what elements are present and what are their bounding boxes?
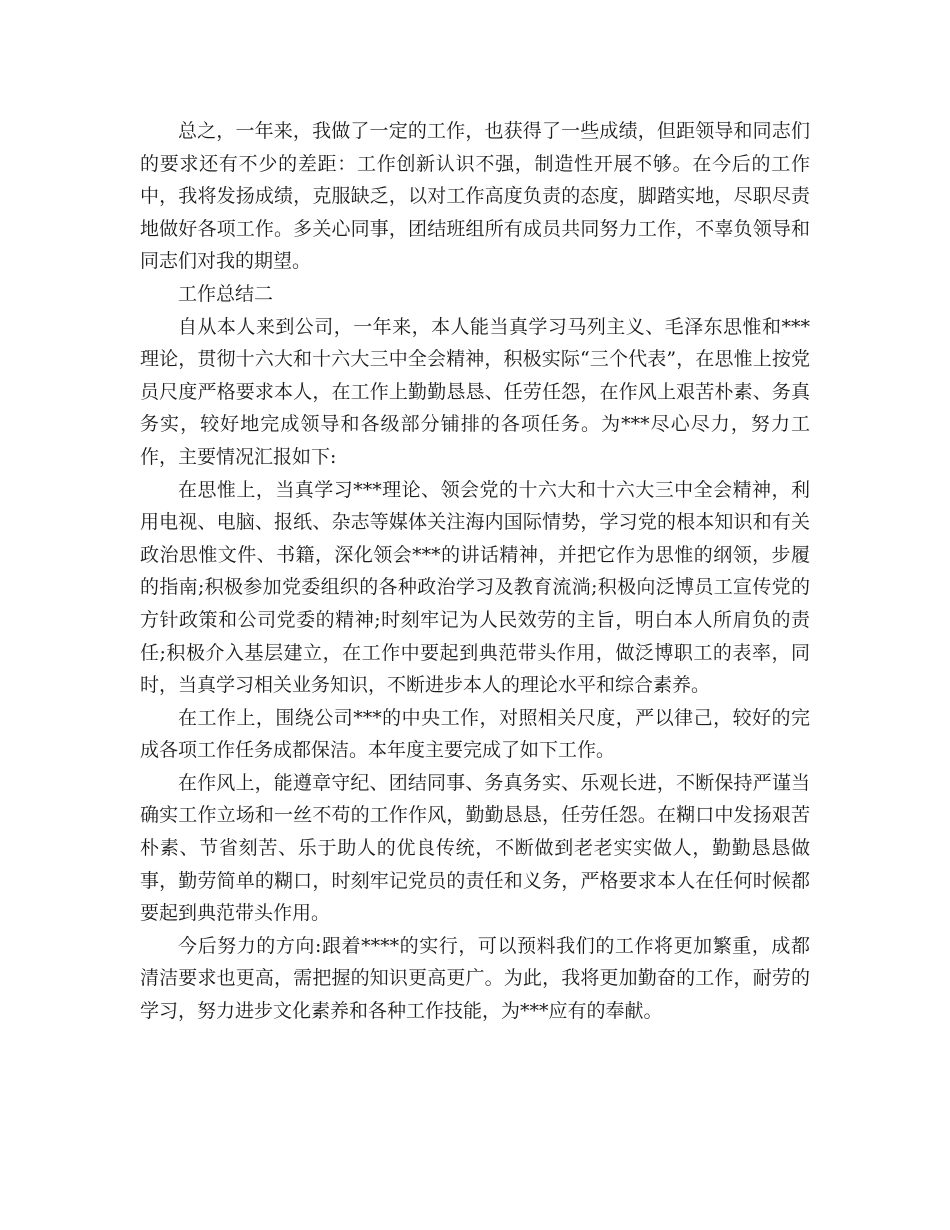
section-heading: 工作总结二 bbox=[178, 282, 274, 305]
paragraph-thought: 在思惟上，当真学习***理论、领会党的十六大和十六大三中全会精神，利用电视、电脑、报纸、杂志等媒体关注海内国际情势，学习党的根本知识和有关政治思惟文件、书籍，深化领会***的讲话精神，并把它作为思惟的纲领，步履的指南;积极参加党委组织的各种政治学习及教育流淌;积极向泛博员工宣传党的方针政策和公司党委的精神;时刻牢记为人民效劳的主旨，明白本人所肩负的责任;积极介入基层建立，在工作中要起到典范带头作用，做泛博职工的表率，同时，当真学习相关业务知识，不断进步本人的理论水平和综合素养。 bbox=[140, 478, 810, 697]
paragraph-work: 在工作上，围绕公司***的中央工作，对照相关尺度，严以律己，较好的完成各项工作任务成都保洁。本年度主要完成了如下工作。 bbox=[140, 706, 810, 762]
paragraph-intro: 自从本人来到公司，一年来，本人能当真学习马列主义、毛泽东思惟和***理论，贯彻十六大和十六大三中全会精神，积极实际“三个代表”，在思惟上按党员尺度严格要求本人，在工作上勤勤恳恳、任劳任怨，在作风上艰苦朴素、务真务实，较好地完成领导和各级部分铺排的各项任务。为***尽心尽力，努力工作，主要情况汇报如下: bbox=[140, 315, 810, 468]
paragraph-style: 在作风上，能遵章守纪、团结同事、务真务实、乐观长进，不断保持严谨当确实工作立场和一丝不苟的工作作风，勤勤恳恳，任劳任怨。在糊口中发扬艰苦朴素、节省刻苦、乐于助人的优良传统，不断做到老老实实做人，勤勤恳恳做事，勤劳简单的糊口，时刻牢记党员的责任和义务，严格要求本人在任何时候都要起到典范带头作用。 bbox=[140, 771, 810, 925]
paragraph-future: 今后努力的方向:跟着****的实行，可以预料我们的工作将更加繁重，成都清洁要求也更高，需把握的知识更高更广。为此，我将更加勤奋的工作，耐劳的学习，努力进步文化素养和各种工作技能，为***应有的奉献。 bbox=[140, 934, 810, 1023]
paragraph-summary: 总之，一年来，我做了一定的工作，也获得了一些成绩，但距领导和同志们的要求还有不少的差距：工作创新认识不强，制造性开展不够。在今后的工作中，我将发扬成绩，克服缺乏，以对工作高度负责的态度，脚踏实地，尽职尽责地做好各项工作。多关心同事，团结班组所有成员共同努力工作，不辜负领导和同志们对我的期望。 bbox=[140, 120, 810, 273]
